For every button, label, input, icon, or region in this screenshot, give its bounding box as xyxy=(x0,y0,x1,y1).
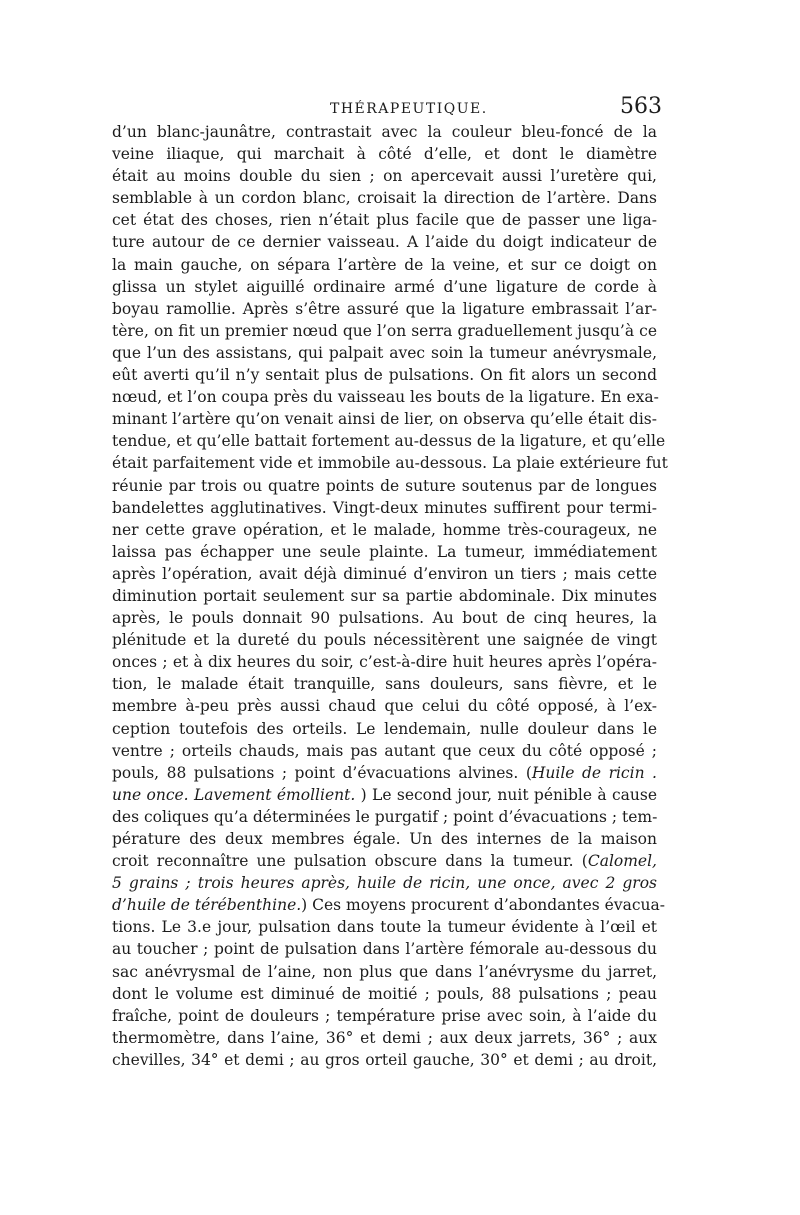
running-title: THÉRAPEUTIQUE. xyxy=(330,101,488,117)
text-line: eût averti qu’il n’y sentait plus de pulsations. On fit alors un second xyxy=(112,366,657,385)
text-line xyxy=(112,850,657,872)
text-line: après l’opération, avait déjà diminué d’environ un tiers ; mais cette xyxy=(112,564,657,583)
text-line: était au moins double du sien ; on apercevait aussi l’uretère qui, xyxy=(112,167,657,186)
text-line xyxy=(112,872,657,894)
text-line: ception toutefois des orteils. Le lendemain, nulle douleur dans le xyxy=(112,719,657,738)
text-line: pérature des deux membres égale. Un des internes de la maison xyxy=(112,830,657,848)
text-line xyxy=(112,762,657,784)
text-line: glissa un stylet aiguillé ordinaire armé d’une ligature de corde à xyxy=(112,277,657,296)
text-line xyxy=(112,894,665,916)
text-line: tère, on fit un premier nœud que l’on serra graduellement jusqu’à ce xyxy=(112,321,657,340)
body-text xyxy=(112,121,668,1071)
text-run: croit reconnaître une pulsation obscure dans la tumeur. ( xyxy=(112,852,588,871)
text-line: nœud, et l’on coupa près du vaisseau les bouts de la ligature. En exa- xyxy=(112,388,659,407)
text-line: tion, le malade était tranquille, sans douleurs, sans fièvre, et le xyxy=(112,675,657,694)
text-run: pouls, 88 pulsations ; point d’évacuations alvines. ( xyxy=(112,763,532,782)
text-run: ) Le second jour, nuit pénible à cause xyxy=(355,785,657,804)
text-line: boyau ramollie. Après s’être assuré que la ligature embrassait l’ar- xyxy=(112,299,657,318)
text-line: réunie par trois ou quatre points de suture soutenus par de longues xyxy=(112,476,657,495)
text-line: diminution portait seulement sur sa partie abdominale. Dix minutes xyxy=(112,586,657,605)
text-line: ner cette grave opération, et le malade, homme très-courageux, ne xyxy=(112,520,657,539)
text-line: minant l’artère qu’on venait ainsi de lier, on observa qu’elle était dis- xyxy=(112,410,657,429)
text-line: fraîche, point de douleurs ; température prise avec soin, à l’aide du xyxy=(112,1006,657,1025)
text-line: veine iliaque, qui marchait à côté d’elle, et dont le diamètre xyxy=(112,145,657,164)
italic-text: Huile de ricin . xyxy=(531,763,657,782)
text-line: semblable à un cordon blanc, croisait la direction de l’artère. Dans xyxy=(112,189,657,208)
text-line: tions. Le 3.e jour, pulsation dans toute la tumeur évidente à l’œil et xyxy=(112,918,657,937)
text-line: des coliques qu’a déterminées le purgatif ; point d’évacuations ; tem- xyxy=(112,807,658,826)
text-line: tendue, et qu’elle battait fortement au-dessus de la ligature, et qu’elle xyxy=(112,432,666,451)
text-line: la main gauche, on sépara l’artère de la veine, et sur ce doigt on xyxy=(112,255,657,274)
text-line: d’un blanc-jaunâtre, contrastait avec la couleur bleu-foncé de la xyxy=(112,123,657,141)
italic-text: une once. Lavement émollient. xyxy=(112,785,356,804)
italic-text: d’huile de térébenthine. xyxy=(112,896,302,915)
text-line: laissa pas échapper une seule plainte. La tumeur, immédiatement xyxy=(112,542,657,561)
italic-text: Calomel, xyxy=(587,852,657,871)
text-line: ture autour de ce dernier vaisseau. A l’aide du doigt indicateur de xyxy=(112,233,657,252)
text-line: membre à-peu près aussi chaud que celui du côté opposé, à l’ex- xyxy=(112,697,657,716)
page-number: 563 xyxy=(620,94,662,119)
text-line xyxy=(112,784,657,806)
text-line: ventre ; orteils chauds, mais pas autant que ceux du côté opposé ; xyxy=(112,741,657,760)
text-line: après, le pouls donnait 90 pulsations. Au bout de cinq heures, la xyxy=(112,609,657,628)
text-line: sac anévrysmal de l’aine, non plus que dans l’anévrysme du jarret, xyxy=(112,962,657,981)
text-run: ) Ces moyens procurent d’abondantes évacua- xyxy=(301,896,665,915)
text-line: cet état des choses, rien n’était plus facile que de passer une liga- xyxy=(112,211,657,230)
text-line: bandelettes agglutinatives. Vingt-deux minutes suffirent pour termi- xyxy=(112,498,657,517)
italic-text: 5 grains ; trois heures après, huile de ricin, une once, avec 2 gros xyxy=(112,874,657,893)
text-line: onces ; et à dix heures du soir, c’est-à-dire huit heures après l’opéra- xyxy=(112,653,657,672)
text-line: que l’un des assistans, qui palpait avec soin la tumeur anévrysmale, xyxy=(112,343,657,362)
text-line: était parfaitement vide et immobile au-dessous. La plaie extérieure fut xyxy=(112,454,668,473)
text-line: chevilles, 34° et demi ; au gros orteil gauche, 30° et demi ; au droit, xyxy=(112,1050,657,1069)
text-line: plénitude et la dureté du pouls nécessitèrent une saignée de vingt xyxy=(112,631,657,650)
text-line: thermomètre, dans l’aine, 36° et demi ; aux deux jarrets, 36° ; aux xyxy=(112,1028,657,1047)
text-line: dont le volume est diminué de moitié ; pouls, 88 pulsations ; peau xyxy=(112,984,657,1003)
text-line: au toucher ; point de pulsation dans l’artère fémorale au-dessous du xyxy=(112,940,657,959)
